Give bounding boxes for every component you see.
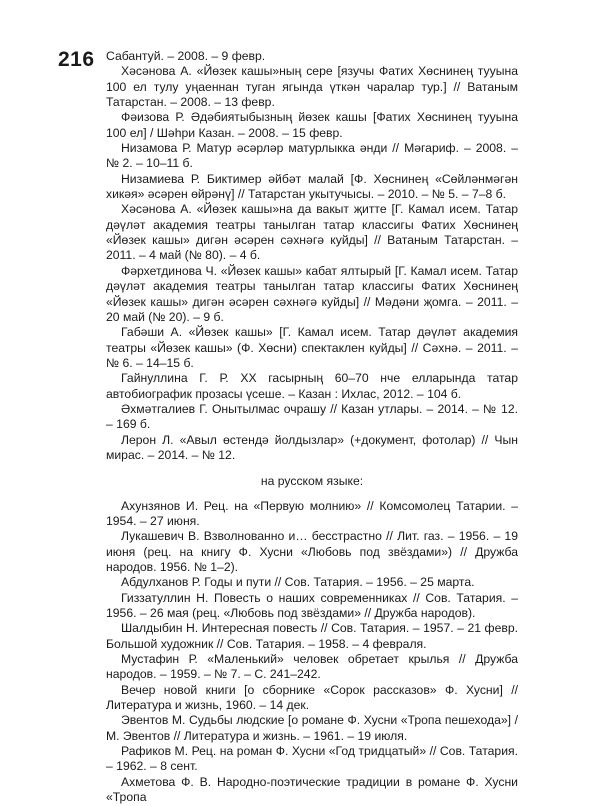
bibliography-entry: Вечер новой книги [о сборнике «Сорок рассказов» Ф. Хусни] // Литература и жизнь, 1960. – 14 дек.: [106, 682, 518, 713]
bibliography-entry: Низамова Р. Матур әсәрләр матурлыкка әнди // Мәгариф. – 2008. – № 2. – 10–11 б.: [106, 141, 518, 171]
bibliography-entry: Ахметова Ф. В. Народно-поэтические традиции в романе Ф. Хусни «Тропа: [106, 774, 518, 805]
bibliography-entry: Габәши А. «Йөзек кашы» [Г. Камал исем. Татар дәүләт академия театры «Йөзек кашы» (Ф. Хөсни) спектаклен куйды] // Сәхнә. – 2011. – № 6. – 14–15 б.: [106, 325, 518, 370]
bibliography-entry: Гиззатуллин Н. Повесть о наших современниках // Сов. Татария. – 1956. – 26 мая (рец. «Любовь под звёздами» // Дружба народов).: [106, 590, 518, 621]
bibliography-column: [106, 49, 518, 806]
bibliography-entry: Хәсәнова А. «Йөзек кашы»на да вакыт җитте [Г. Камал исем. Татар дәүләт академия театры танылган татар классигы Фатих Хөснинең «Йөзек кашы» дигән әсәрен сәхнәгә куйды] // Ватаным Татарстан. – 2011. – 4 май (№ 80). – 4 б.: [106, 202, 518, 263]
bibliography-entry: Лерон Л. «Авыл өстендә йолдызлар» (+документ, фотолар) // Чын мирас. – 2014. – № 12.: [106, 432, 518, 462]
bibliography-entry: Шалдыбин Н. Интересная повесть // Сов. Татария. – 1957. – 21 февр. Большой художник // Сов. Татария. – 1958. – 4 февраля.: [106, 621, 518, 651]
bibliography-entry: Эвентов М. Судьбы людские [о романе Ф. Хусни «Тропа пешехода»] / М. Эвентов // Литература и жизнь. – 1961. – 19 июля.: [106, 713, 518, 743]
bibliography-entry: Низамиева Р. Биктимер әйбәт малай [Ф. Хөснинең «Сөйләнмәгән хикәя» әсәрен өйрәнү] // Татарстан укытучысы. – 2010. – № 5. – 7–8 б.: [106, 171, 518, 202]
bibliography-entry: Фәрхетдинова Ч. «Йөзек кашы» кабат ялтырый [Г. Камал исем. Татар дәүләт академия театры танылган татар классигы Фатих Хөснинең «Йөзек кашы» дигән әсәрен сәхнәгә куйды] // Мәдәни җомга. – 2011. – 20 май (№ 20). – 9 б.: [106, 263, 518, 324]
page-number: 216: [58, 48, 95, 71]
bibliography-entry: Лукашевич В. Взволнованно и… бесстрастно // Лит. газ. – 1956. – 19 июня (рец. на книгу Ф. Хусни «Любовь под звёздами») // Дружба народов. 1956. № 1–2).: [106, 529, 518, 574]
bibliography-entry: Хәсәнова А. «Йөзек кашы»ның сере [язучы Фатих Хөснинең тууына 100 ел тулу уңаеннан туган ягында үткән чаралар тур.] // Ватаным Татарстан. – 2008. – 13 февр.: [106, 64, 518, 110]
bibliography-entry: Абдулханов Р. Годы и пути // Сов. Татария. – 1956. – 25 марта.: [121, 575, 475, 590]
bibliography-entry: Рафиков М. Рец. на роман Ф. Хусни «Год тридцатый» // Сов. Татария. – 1962. – 8 сент.: [106, 744, 518, 774]
bibliography-entry: Мустафин Р. «Маленький» человек обретает крылья // Дружба народов. – 1959. – № 7. – С. 241–242.: [106, 652, 518, 682]
bibliography-entry: Фәизова Р. Әдәбиятыбызның йөзек кашы [Фатих Хөснинең тууына 100 ел] / Шәһри Казан. – 2008. – 15 февр.: [106, 110, 518, 140]
bibliography-entry: Гайнуллина Г. Р. XX гасырның 60–70 нче елларында татар автобиографик прозасы үсеше. – Казан : Ихлас, 2012. – 104 б.: [106, 371, 518, 401]
section-heading: на русском языке:: [260, 474, 364, 489]
bibliography-entry: Сабантуй. – 2008. – 9 февр.: [106, 49, 266, 63]
bibliography-entry: Әхмәтгалиев Г. Онытылмас очрашу // Казан утлары. – 2014. – № 12. – 169 б.: [106, 401, 518, 432]
bibliography-entry: Ахунзянов И. Рец. на «Первую молнию» // Комсомолец Татарии. – 1954. – 27 июня.: [106, 498, 518, 528]
